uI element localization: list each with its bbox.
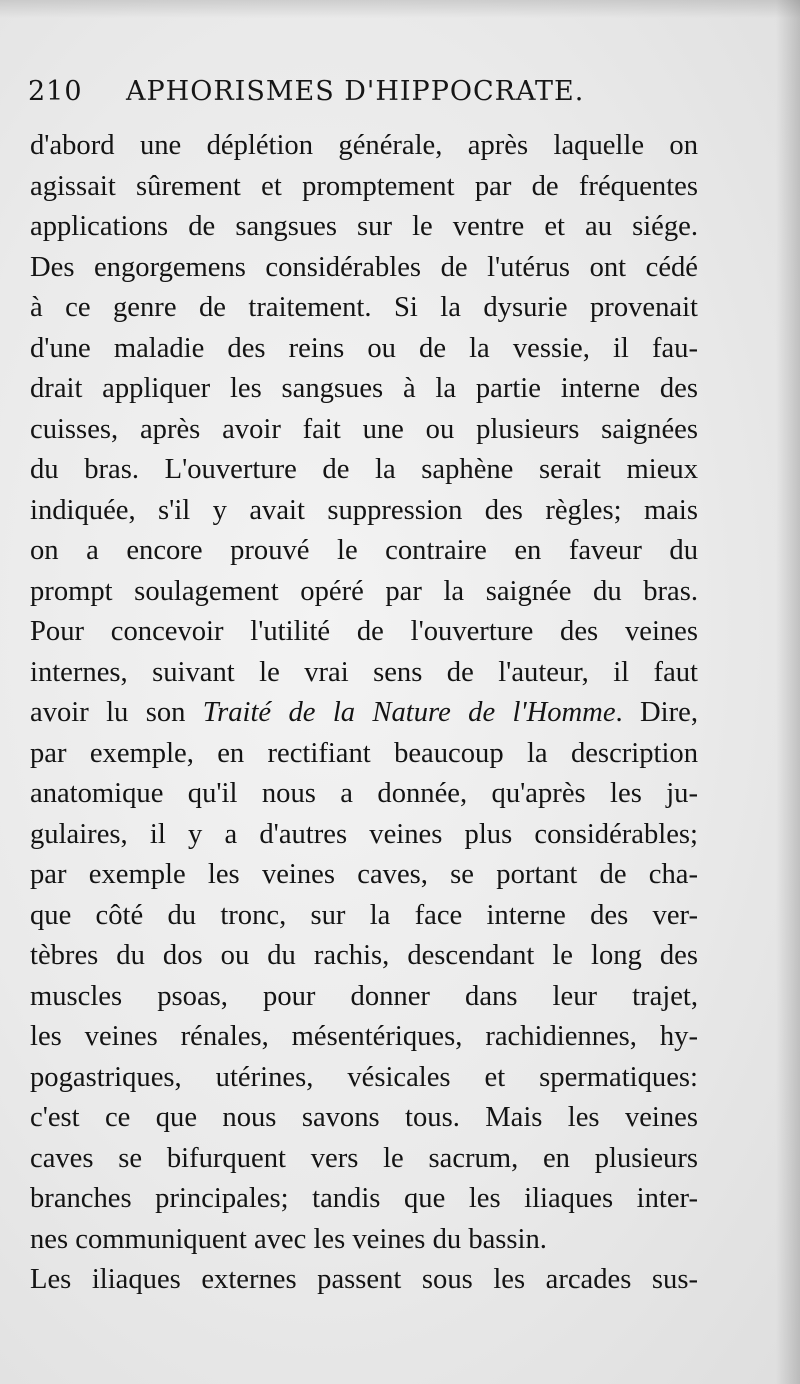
text-line: d'abord une déplétion générale, après laquelle on [30, 130, 698, 161]
text-line: par exemple, en rectifiant beaucoup la description [30, 737, 698, 769]
text-line: branches principales; tandis que les iliaques inter- [30, 1183, 698, 1214]
text-line: Les iliaques externes passent sous les arcades sus- [30, 1264, 698, 1295]
text-line: muscles psoas, pour donner dans leur trajet, [30, 980, 698, 1012]
text-line: du bras. L'ouverture de la saphène serait mieux [30, 454, 698, 485]
text-line: tèbres du dos ou du rachis, descendant le long des [30, 940, 698, 971]
text-line: caves se bifurquent vers le sacrum, en plusieurs [30, 1142, 698, 1174]
text-line: nes communiquent avec les veines du bassin. [30, 1223, 547, 1255]
text-line: drait appliquer les sangsues à la partie interne des [30, 373, 698, 404]
text-line: on a encore prouvé le contraire en faveur du [30, 535, 698, 566]
book-title-italic: Traité de la Nature de l'Homme [202, 697, 616, 728]
text-line: applications de sangsues sur le ventre et au siége. [30, 211, 698, 242]
text-line: Pour concevoir l'utilité de l'ouverture des veines [30, 616, 698, 647]
text-line: cuisses, après avoir fait une ou plusieurs saignées [30, 413, 698, 445]
text-line: anatomique qu'il nous a donnée, qu'après les ju- [30, 778, 698, 809]
text-segment: . Dire, [615, 697, 698, 728]
text-line: c'est ce que nous savons tous. Mais les veines [30, 1102, 698, 1133]
text-line: gulaires, il y a d'autres veines plus considérables; [30, 818, 698, 850]
text-line: agissait sûrement et promptement par de fréquentes [30, 170, 698, 202]
text-line: internes, suivant le vrai sens de l'auteur, il faut [30, 656, 698, 688]
page-top-shadow [0, 0, 800, 18]
page-header [28, 76, 688, 122]
body-text [30, 126, 698, 1301]
text-line: par exemple les veines caves, se portant de cha- [30, 859, 698, 890]
text-line: Des engorgemens considérables de l'utérus ont cédé [30, 251, 698, 283]
page-number: 210 [28, 76, 83, 107]
text-line: les veines rénales, mésentériques, rachidiennes, hy- [30, 1021, 698, 1052]
text-segment: avoir lu son [30, 697, 203, 728]
text-line: pogastriques, utérines, vésicales et spermatiques: [30, 1061, 698, 1093]
text-line: prompt soulagement opéré par la saignée du bras. [30, 575, 698, 607]
text-line: que côté du tronc, sur la face interne des ver- [30, 899, 698, 931]
running-title: APHORISMES D'HIPPOCRATE. [126, 76, 585, 107]
text-line: d'une maladie des reins ou de la vessie, il fau- [30, 332, 698, 364]
text-line: à ce genre de traitement. Si la dysurie provenait [30, 292, 698, 323]
text-line-with-italic-title [30, 693, 698, 734]
page-right-shadow [776, 0, 800, 1384]
text-line: indiquée, s'il y avait suppression des règles; mais [30, 494, 698, 526]
